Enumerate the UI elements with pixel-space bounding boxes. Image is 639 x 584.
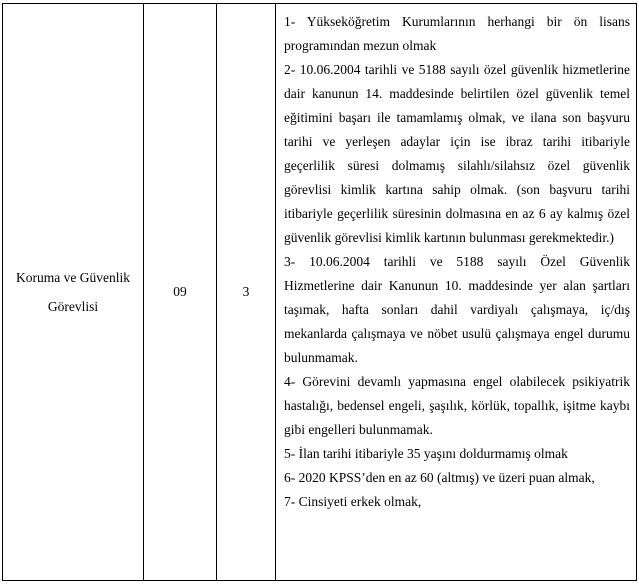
requirement-item-5: 5- İlan tarihi itibariyle 35 yaşını doldurmamış olmak [284, 446, 568, 461]
position-title-line-1: Koruma ve Güvenlik [16, 270, 130, 285]
requirement-item-1: 1- Yükseköğretim Kurumlarının herhangi bir ön lisans programından mezun olmak [284, 14, 630, 53]
position-code-cell: 09 [144, 4, 217, 581]
position-title-cell [3, 4, 144, 581]
requirement-item-4: 4- Görevini devamlı yapmasına engel olabilecek psikiyatrik hastalığı, bedensel engeli, şaşılık, körlük, topallık, işitme kaybı gibi engelleri bulunmamak. [284, 374, 630, 437]
table-row [3, 4, 637, 581]
position-title-line-2: Görevlisi [47, 299, 99, 314]
requirements-cell [276, 4, 637, 581]
requirement-item-7: 7- Cinsiyeti erkek olmak, [284, 494, 422, 509]
requirements-table [2, 3, 637, 581]
position-count-cell: 3 [217, 4, 276, 581]
requirement-item-2: 2- 10.06.2004 tarihli ve 5188 sayılı özel güvenlik hizmetlerine dair kanunun 14. maddesinde belirtilen özel güvenlik temel eğitimini başarı ile tamamlamış olmak, ve ilana son başvuru tarihi ve yerleşen adaylar için ise ibraz tarihi itibariyle geçerlilik süresi dolmamış silahlı/silahsız özel güvenlik görevlisi kimlik kartına sahip olmak. (son başvuru tarihi itibariyle geçerlilik süresinin dolmasına en az 6 ay kalmış özel güvenlik görevlisi kimlik kartının bulunması gerekmektedir.) [284, 62, 630, 245]
requirement-item-6: 6- 2020 KPSS’den en az 60 (altmış) ve üzeri puan almak, [284, 470, 595, 485]
requirements-list [284, 10, 630, 514]
requirement-item-3: 3- 10.06.2004 tarihli ve 5188 sayılı Özel Güvenlik Hizmetlerine dair Kanunun 10. maddesinde yer alan şartları taşımak, hafta sonları dahil vardiyalı çalışmaya, iç/dış mekanlarda çalışmaya ve nöbet usulü çalışmaya engel durumu bulunmamak. [284, 254, 630, 365]
